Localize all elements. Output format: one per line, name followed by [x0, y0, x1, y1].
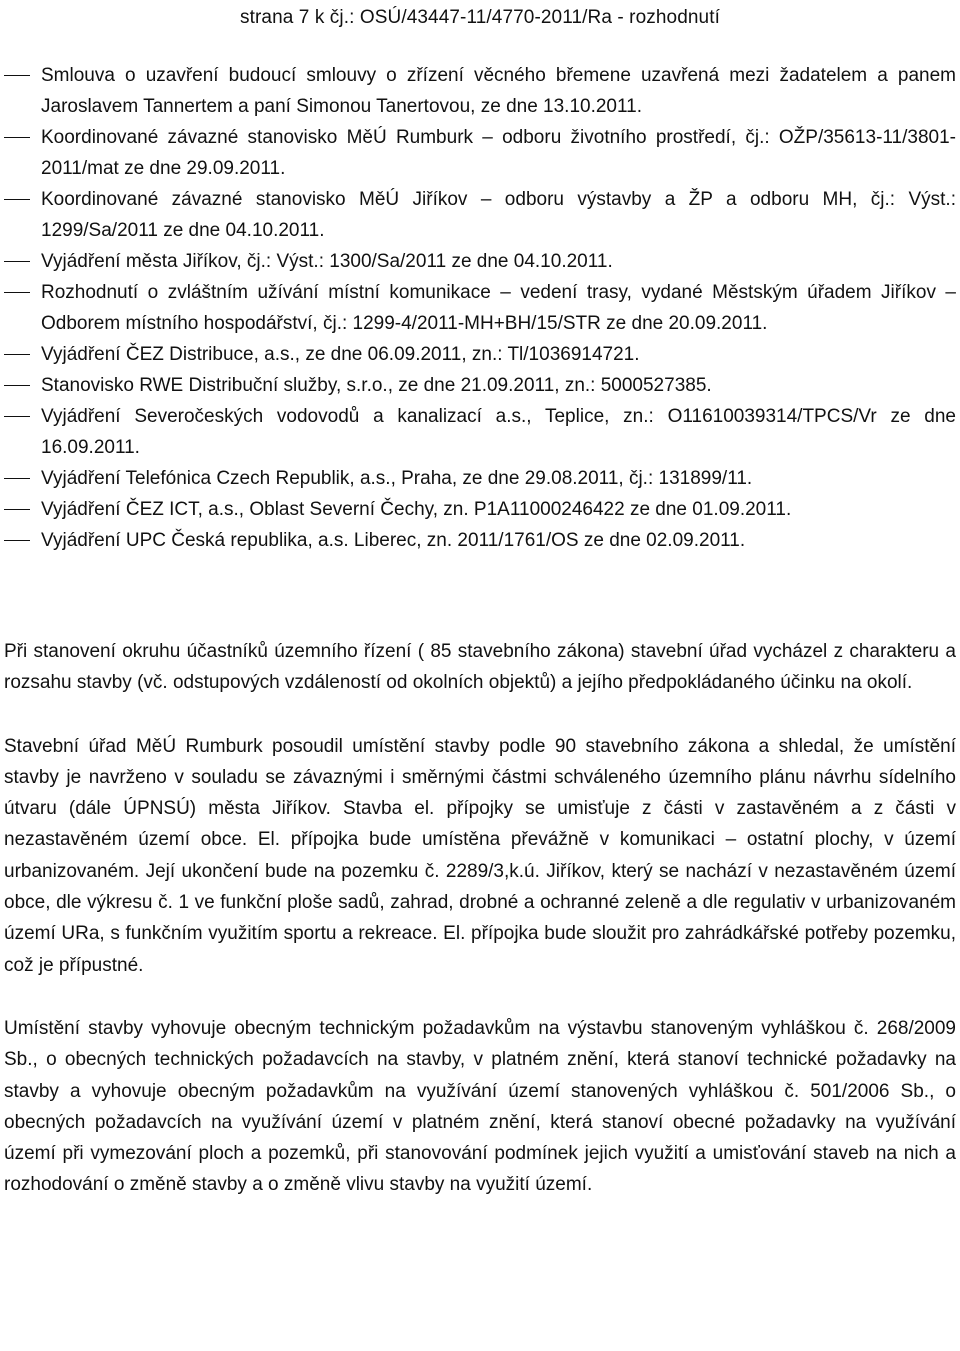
dash-bullet-icon — [4, 75, 30, 76]
dash-bullet-icon — [4, 137, 30, 138]
dash-bullet-icon — [4, 540, 30, 541]
page-header: strana 7 k čj.: OSÚ/43447-11/4770-2011/Ra - rozhodnutí — [240, 7, 720, 28]
list-item — [4, 122, 956, 184]
dash-bullet-icon — [4, 416, 30, 417]
list-item — [4, 277, 956, 339]
list-item-text: Vyjádření Telefónica Czech Republik, a.s., Praha, ze dne 29.08.2011, čj.: 131899/11. — [41, 468, 753, 489]
paragraph-assessment: Stavební úřad MěÚ Rumburk posoudil umístění stavby podle 90 stavebního zákona a shledal, že umístění stavby je navrženo v souladu se závaznými i směrnými částmi schváleného územního plánu návrhu sídelního útvaru (dále ÚPNSÚ) města Jiříkov. Stavba el. přípojky se umisťuje z části v zastavěném a z části v nezastavěném území obce. El. přípojka bude umístěna převážně v komunikaci – ostatní plochy, v území urbanizovaném. Její ukončení bude na pozemku č. 2289/3,k.ú. Jiříkov, který se nachází v nezastavěném území obce, dle výkresu č. 1 ve funkční ploše sadů, zahrad, drobné a ochranné zeleně a dle regulativ v urbanizovaném území URa, s funkčním využitím sportu a rekreace. El. přípojka bude sloužit pro zahrádkářské potřeby pozemku, což je přípustné. — [4, 735, 956, 976]
list-item — [4, 184, 956, 246]
list-item — [4, 401, 956, 463]
dash-bullet-icon — [4, 261, 30, 262]
document-list — [4, 60, 956, 556]
list-item — [4, 339, 956, 370]
dash-bullet-icon — [4, 199, 30, 200]
list-item-text: Vyjádření ČEZ ICT, a.s., Oblast Severní Čechy, zn. P1A11000246422 ze dne 01.09.2011. — [41, 499, 792, 520]
list-item-text: Vyjádření ČEZ Distribuce, a.s., ze dne 06.09.2011, zn.: Tl/1036914721. — [41, 344, 640, 365]
dash-bullet-icon — [4, 509, 30, 510]
dash-bullet-icon — [4, 478, 30, 479]
list-item-text: Vyjádření Severočeských vodovodů a kanalizací a.s., Teplice, zn.: O11610039314/TPCS/Vr ze dne 16.09.2011. — [41, 406, 956, 458]
dash-bullet-icon — [4, 385, 30, 386]
list-item-text: Rozhodnutí o zvláštním užívání místní komunikace – vedení trasy, vydané Městským úřadem Jiříkov – Odborem místního hospodářství, čj.: 1299-4/2011-MH+BH/15/STR ze dne 20.09.2011. — [41, 282, 956, 334]
list-item — [4, 60, 956, 122]
dash-bullet-icon — [4, 354, 30, 355]
paragraph-technical-requirements: Umístění stavby vyhovuje obecným technickým požadavkům na výstavbu stanoveným vyhláškou č. 268/2009 Sb., o obecných technických požadavcích na stavby, v platném znění, která stanoví technické požadavky na stavby a vyhovuje obecným požadavkům na využívání území stanovených vyhláškou č. 501/2006 Sb., o obecných požadavcích na využívání území v platném znění, která stanoví obecné požadavky na využívání území při vymezování ploch a pozemků, při stanovování podmínek jejich využití a umisťování staveb na nich a rozhodování o změně stavby a o změně vlivu stavby na využití území. — [4, 1017, 956, 1196]
list-item-text: Smlouva o uzavření budoucí smlouvy o zřízení věcného břemene uzavřená mezi žadatelem a panem Jaroslavem Tannertem a paní Simonou Tanertovou, ze dne 13.10.2011. — [41, 65, 956, 117]
list-item-text: Koordinované závazné stanovisko MěÚ Jiříkov – odboru výstavby a ŽP a odboru MH, čj.: Výst.: 1299/Sa/2011 ze dne 04.10.2011. — [41, 189, 956, 241]
list-item — [4, 525, 956, 556]
list-item-text: Vyjádření UPC Česká republika, a.s. Liberec, zn. 2011/1761/OS ze dne 02.09.2011. — [41, 530, 746, 551]
list-item-text: Stanovisko RWE Distribuční služby, s.r.o., ze dne 21.09.2011, zn.: 5000527385. — [41, 375, 712, 396]
list-item — [4, 370, 956, 401]
list-item-text: Vyjádření města Jiříkov, čj.: Výst.: 1300/Sa/2011 ze dne 04.10.2011. — [41, 251, 613, 272]
dash-bullet-icon — [4, 292, 30, 293]
list-item-text: Koordinované závazné stanovisko MěÚ Rumburk – odboru životního prostředí, čj.: OŽP/35613-11/3801-2011/mat ze dne 29.09.2011. — [41, 127, 956, 179]
list-item — [4, 246, 956, 277]
paragraph-participants: Při stanovení okruhu účastníků územního řízení ( 85 stavebního zákona) stavební úřad vycházel z charakteru a rozsahu stavby (vč. odstupových vzdáleností od okolních objektů) a jejího předpokládaného účinku na okolí. — [4, 641, 956, 694]
list-item — [4, 463, 956, 494]
list-item — [4, 494, 956, 525]
